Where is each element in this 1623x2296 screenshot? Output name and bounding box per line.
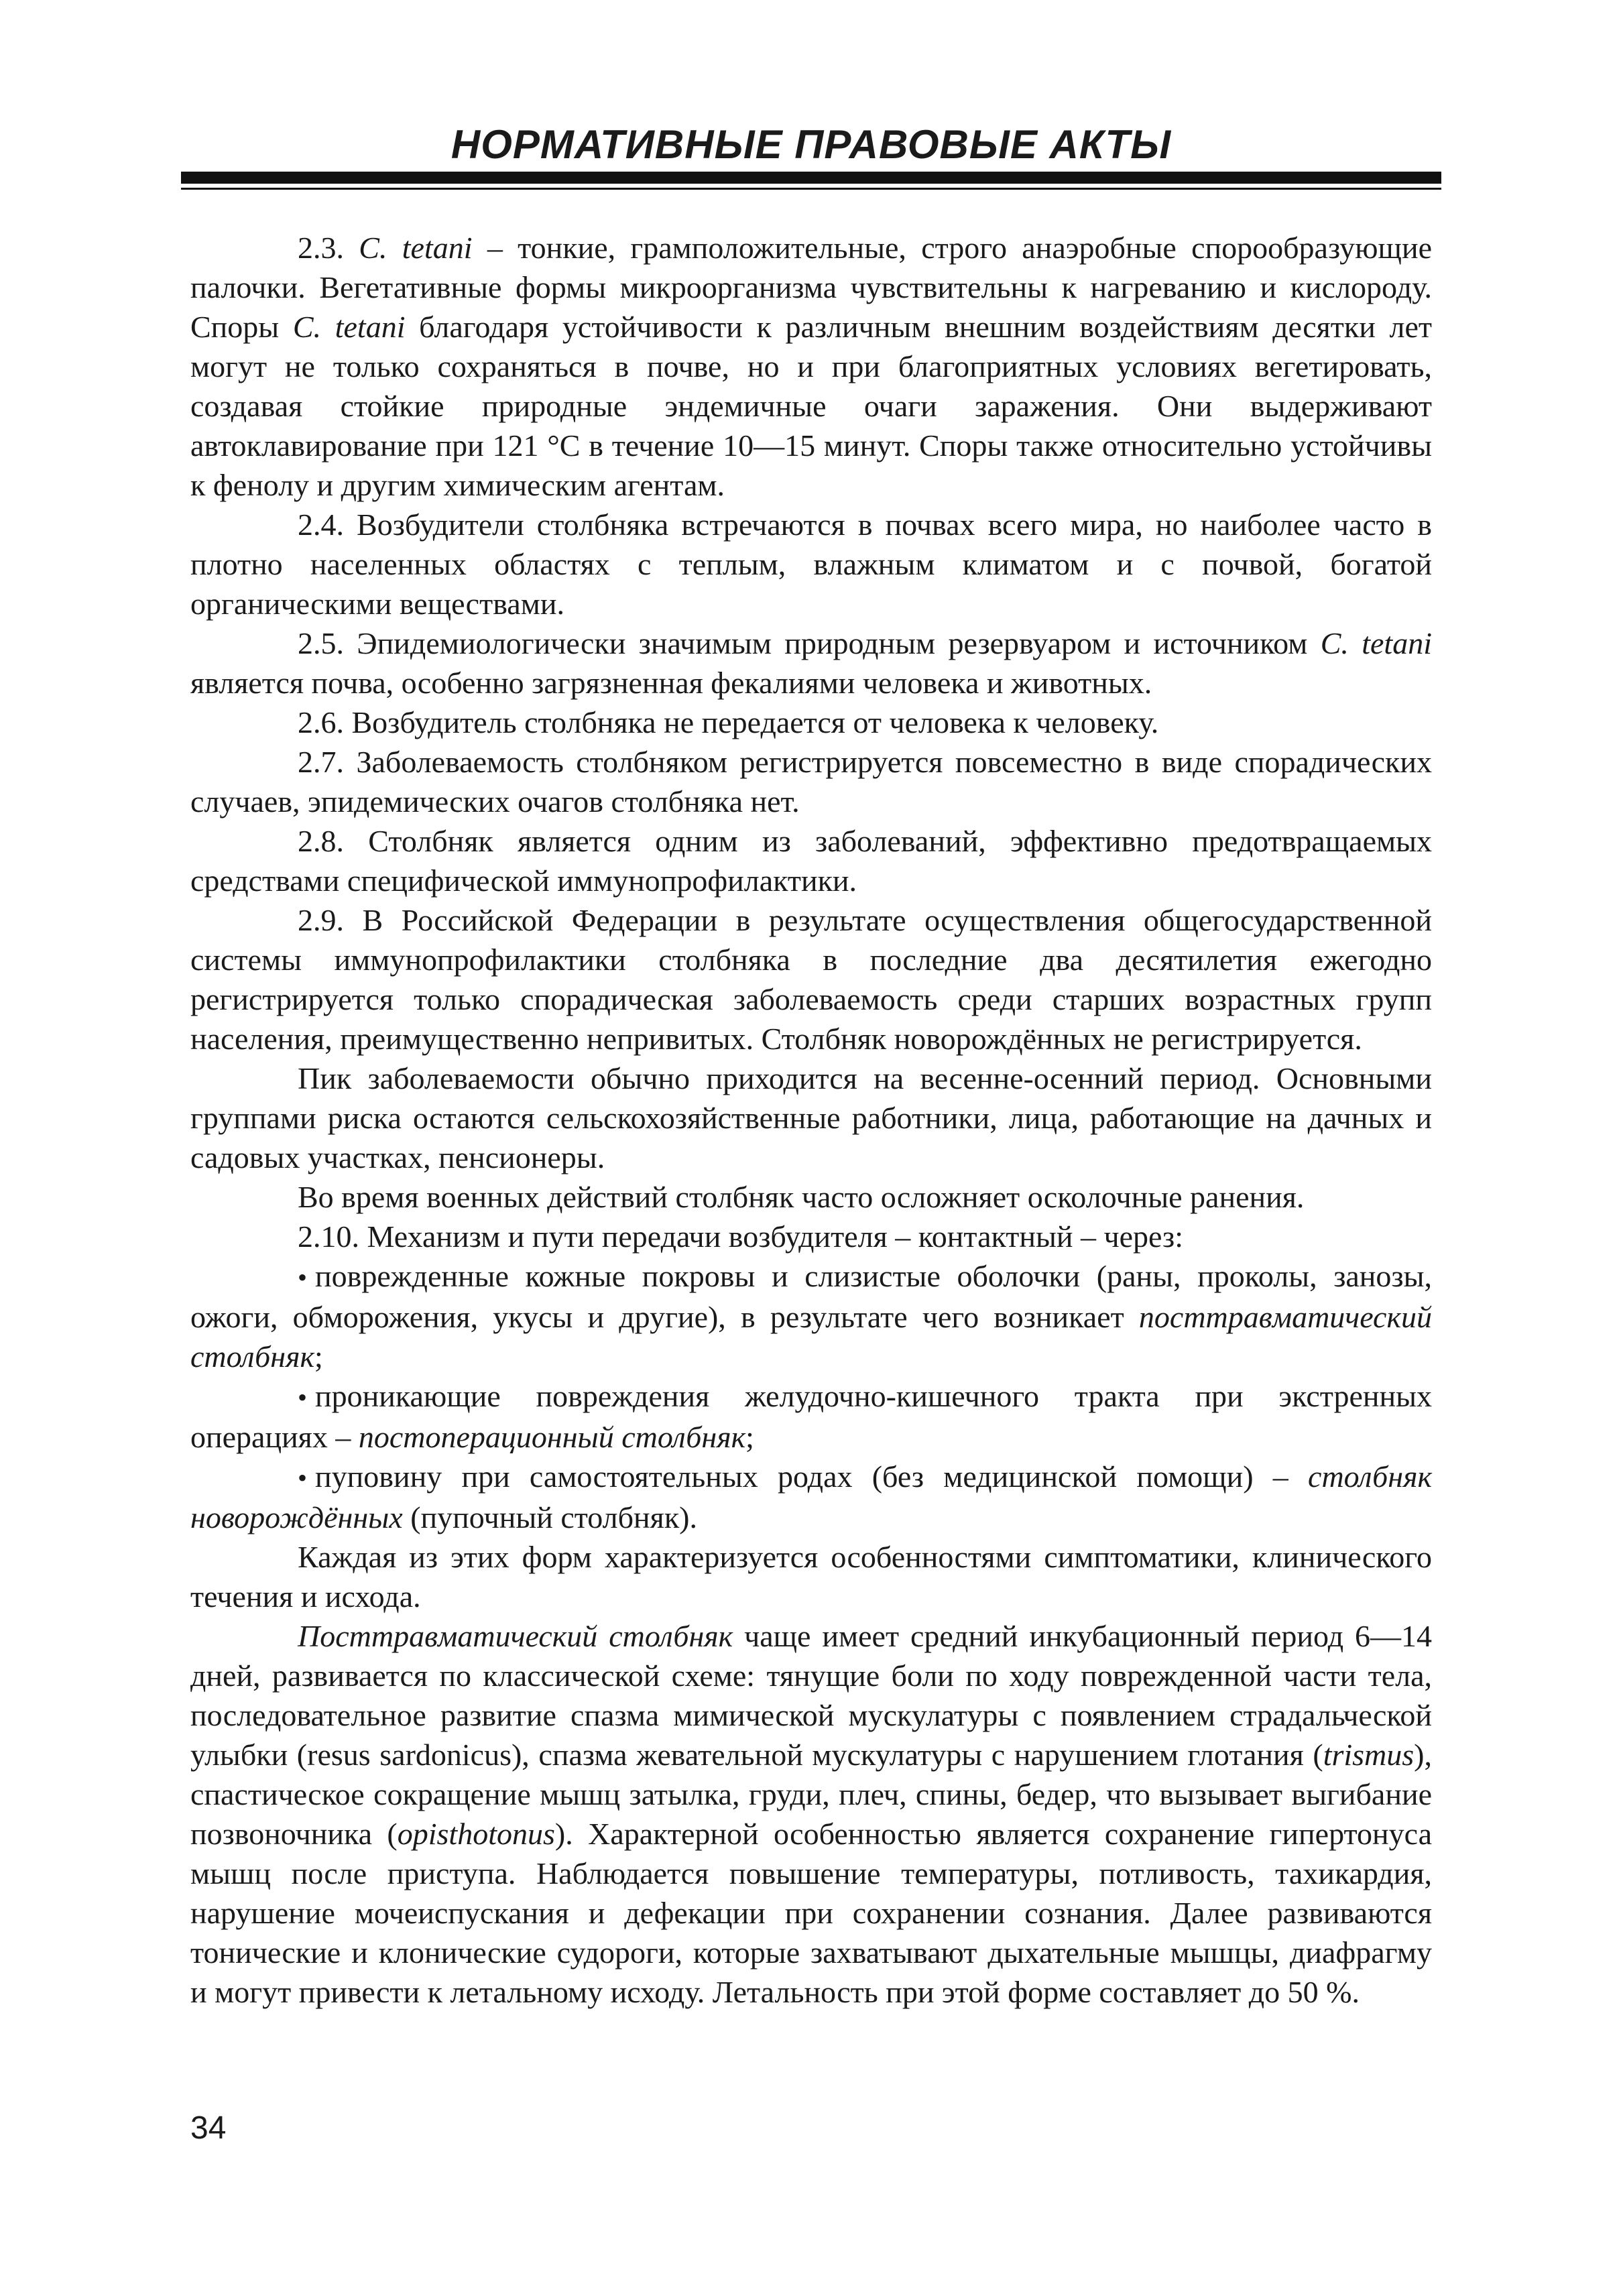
paragraph-2-3 bbox=[190, 228, 1432, 505]
paragraph-text: ), спастическое сокращение мышц затылка, груди, плеч, спины, бедер, что вызывает выгибание позвоночника ( bbox=[190, 1738, 1432, 1851]
header-rule-thick bbox=[181, 172, 1441, 184]
species-name: C. tetani bbox=[359, 231, 473, 265]
bullet-icon: • bbox=[298, 1463, 308, 1493]
bullet-icon: • bbox=[298, 1262, 308, 1292]
bullet-text: проникающие повреждения желудочно-кишечного тракта при экстренных операциях – bbox=[190, 1379, 1432, 1454]
running-header: НОРМАТИВНЫЕ ПРАВОВЫЕ АКТЫ bbox=[450, 122, 1172, 167]
emphasis-term: постоперационный столбняк bbox=[358, 1420, 746, 1454]
paragraph-text: является почва, особенно загрязненная фекалиями человека и животных. bbox=[190, 666, 1152, 700]
bullet-text: ; bbox=[745, 1420, 754, 1454]
paragraph-text: чаще имеет средний инкубационный период 6—14 дней, развивается по классической схеме: тянущие боли по ходу поврежденной части тела, последовательное развитие спазма мимической мускулатуры с появлением страдальческой улыбки (resus sardonicus), спазма жевательной мускулатуры с нарушением глотания ( bbox=[190, 1619, 1433, 1772]
emphasis-term: столбняк новорождённых bbox=[190, 1459, 1432, 1534]
bullet-text: поврежденные кожные покровы и слизистые оболочки (раны, проколы, занозы, ожоги, обморожения, укусы и другие), в результате чего возникает bbox=[190, 1259, 1432, 1334]
bullet-icon: • bbox=[298, 1382, 308, 1412]
species-name: C. tetani bbox=[292, 310, 406, 344]
bullet-item-wounds bbox=[190, 1256, 1432, 1376]
paragraph-2-9: 2.9. В Российской Федерации в результате осуществления общегосударственной системы иммунопрофилактики столбняка в последние два десятилетия ежегодно регистрируется только спорадическая заболеваемость среди старших возрастных групп населения, преимущественно непривитых. Столбняк новорождённых не регистрируется. bbox=[190, 903, 1432, 1056]
emphasis-term: trismus bbox=[1323, 1738, 1415, 1772]
paragraph-text: ). Характерной особенностью является сохранение гипертонуса мышц после приступа. Наблюдается повышение температуры, потливость, тахикардия, нарушение мочеиспускания и дефекации при сохранении сознания. Далее развиваются тонические и клонические судороги, которые захватывают дыхательные мышцы, диафрагму и могут привести к летальному исходу. Летальность при этой форме составляет до 50 %. bbox=[190, 1817, 1432, 2009]
emphasis-term: Посттравматический столбняк bbox=[298, 1619, 733, 1653]
paragraph-text: 2.5. Эпидемиологически значимым природным резервуаром и источником bbox=[298, 626, 1321, 660]
paragraph-text: – тонкие, грамположительные, строго анаэробные спорообразующие палочки. Вегетативные формы микроорганизма чувствительны к нагреванию и кислороду. Споры bbox=[190, 231, 1432, 344]
paragraph-war: Во время военных действий столбняк часто осложняет осколочные ранения. bbox=[298, 1180, 1305, 1214]
bullet-item-surgery bbox=[190, 1376, 1432, 1457]
page-number: 34 bbox=[190, 2110, 227, 2146]
paragraph-seasonality: Пик заболеваемости обычно приходится на весенне-осенний период. Основными группами риска остаются сельскохозяйственные работники, лица, работающие на дачных и садовых участках, пенсионеры. bbox=[190, 1061, 1432, 1174]
bullet-text: пуповину при самостоятельных родах (без медицинской помощи) – bbox=[315, 1459, 1309, 1494]
bullet-item-umbilical bbox=[190, 1457, 1432, 1537]
paragraph-2-5 bbox=[190, 623, 1432, 703]
paragraph-posttraumatic bbox=[190, 1616, 1432, 2012]
bullet-text: (пупочный столбняк). bbox=[402, 1500, 697, 1534]
emphasis-term: посттравматический столбняк bbox=[190, 1300, 1432, 1374]
species-name: C. tetani bbox=[1320, 626, 1432, 660]
document-body bbox=[190, 228, 1432, 2012]
paragraph-2-6: 2.6. Возбудитель столбняка не передается от человека к человеку. bbox=[298, 705, 1159, 739]
paragraph-2-7: 2.7. Заболеваемость столбняком регистрируется повсеместно в виде спорадических случаев, эпидемических очагов столбняка нет. bbox=[190, 745, 1432, 819]
paragraph-number: 2.3. bbox=[298, 231, 359, 265]
paragraph-2-8: 2.8. Столбняк является одним из заболеваний, эффективно предотвращаемых средствами специфической иммунопрофилактики. bbox=[190, 824, 1432, 898]
header-rule-thin bbox=[181, 188, 1441, 190]
emphasis-term: opisthotonus bbox=[397, 1817, 555, 1851]
paragraph-forms: Каждая из этих форм характеризуется особенностями симптоматики, клинического течения и исхода. bbox=[190, 1540, 1432, 1614]
bullet-text: ; bbox=[314, 1339, 323, 1374]
paragraph-2-4: 2.4. Возбудители столбняка встречаются в почвах всего мира, но наиболее часто в плотно населенных областях с теплым, влажным климатом и с почвой, богатой органическими веществами. bbox=[190, 507, 1432, 621]
paragraph-text: благодаря устойчивости к различным внешним воздействиям десятки лет могут не только сохраняться в почве, но и при благоприятных условиях вегетировать, создавая стойкие природные эндемичные очаги заражения. Они выдерживают автоклавирование при 121 °С в течение 10—15 минут. Споры также относительно устойчивы к фенолу и другим химическим агентам. bbox=[190, 310, 1432, 502]
paragraph-2-10: 2.10. Механизм и пути передачи возбудителя – контактный – через: bbox=[298, 1219, 1183, 1254]
